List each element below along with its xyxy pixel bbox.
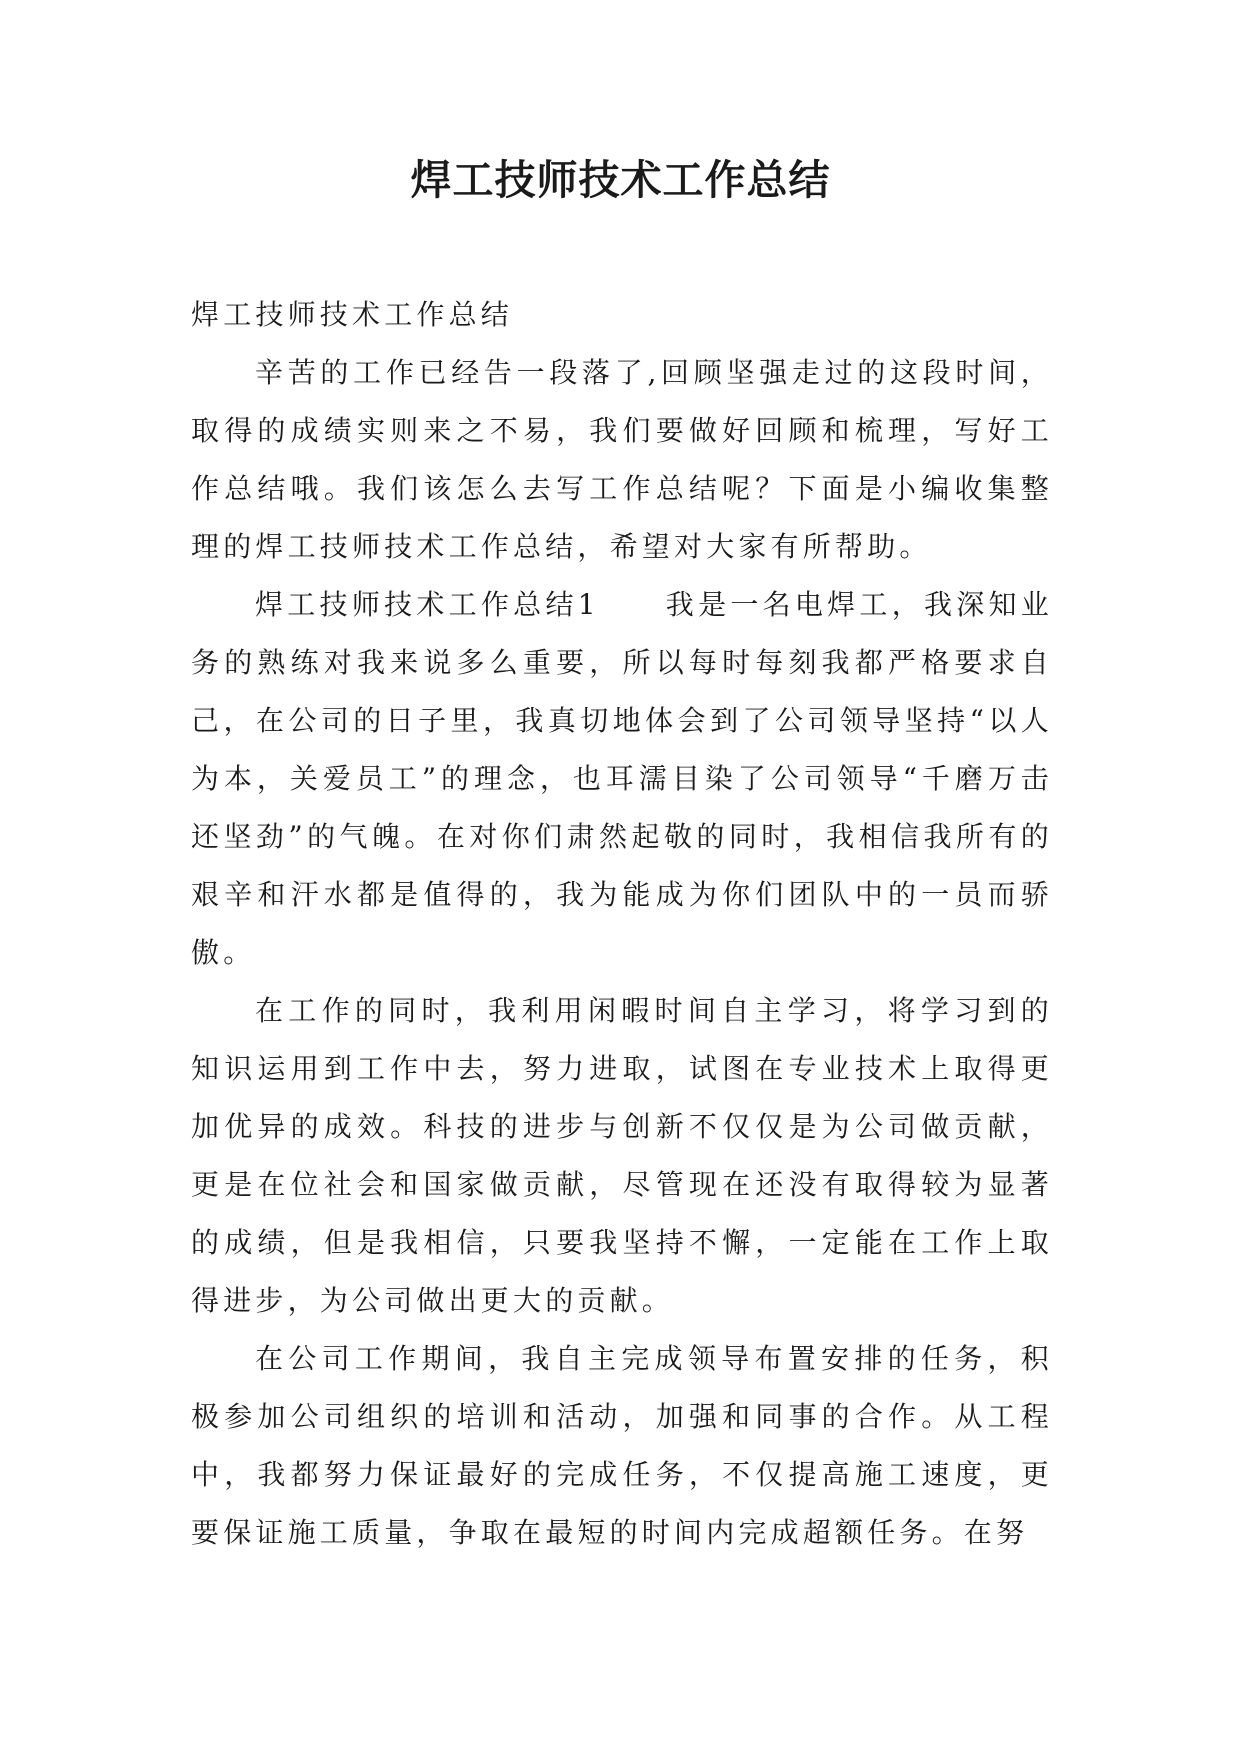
section-heading: 焊工技师技术工作总结1 (255, 588, 600, 621)
work-paragraph: 在公司工作期间，我自主完成领导布置安排的任务，积极参加公司组织的培训和活动，加强和同事的合作。从工程中，我都努力保证最好的完成任务，不仅提高施工速度，更要保证施工质量，争取在最短的时间内完成超额任务。在努 (191, 1342, 1053, 1549)
document-title: 焊工技师技术工作总结 (410, 156, 831, 204)
document-body (191, 286, 1053, 1562)
intro-paragraph: 辛苦的工作已经告一段落了,回顾坚强走过的这段时间，取得的成绩实则来之不易，我们要做好回顾和梳理，写好工作总结哦。我们该怎么去写工作总结呢？下面是小编收集整理的焊工技师技术工作总结，希望对大家有所帮助。 (191, 356, 1053, 563)
study-paragraph: 在工作的同时，我利用闲暇时间自主学习，将学习到的知识运用到工作中去，努力进取，试图在专业技术上取得更加优异的成效。科技的进步与创新不仅仅是为公司做贡献，更是在位社会和国家做贡献，尽管现在还没有取得较为显著的成绩，但是我相信，只要我坚持不懈，一定能在工作上取得进步，为公司做出更大的贡献。 (191, 994, 1053, 1317)
section-1-text: 我是一名电焊工，我深知业务的熟练对我来说多么重要，所以每时每刻我都严格要求自己，在公司的日子里，我真切地体会到了公司领导坚持“以人为本，关爱员工”的理念，也耳濡目染了公司领导“千磨万击还坚劲”的气魄。在对你们肃然起敬的同时，我相信我所有的艰辛和汗水都是值得的，我为能成为你们团队中的一员而骄傲。 (191, 588, 1053, 969)
section-1-paragraph (191, 576, 1053, 982)
document-subtitle: 焊工技师技术工作总结 (191, 298, 514, 331)
